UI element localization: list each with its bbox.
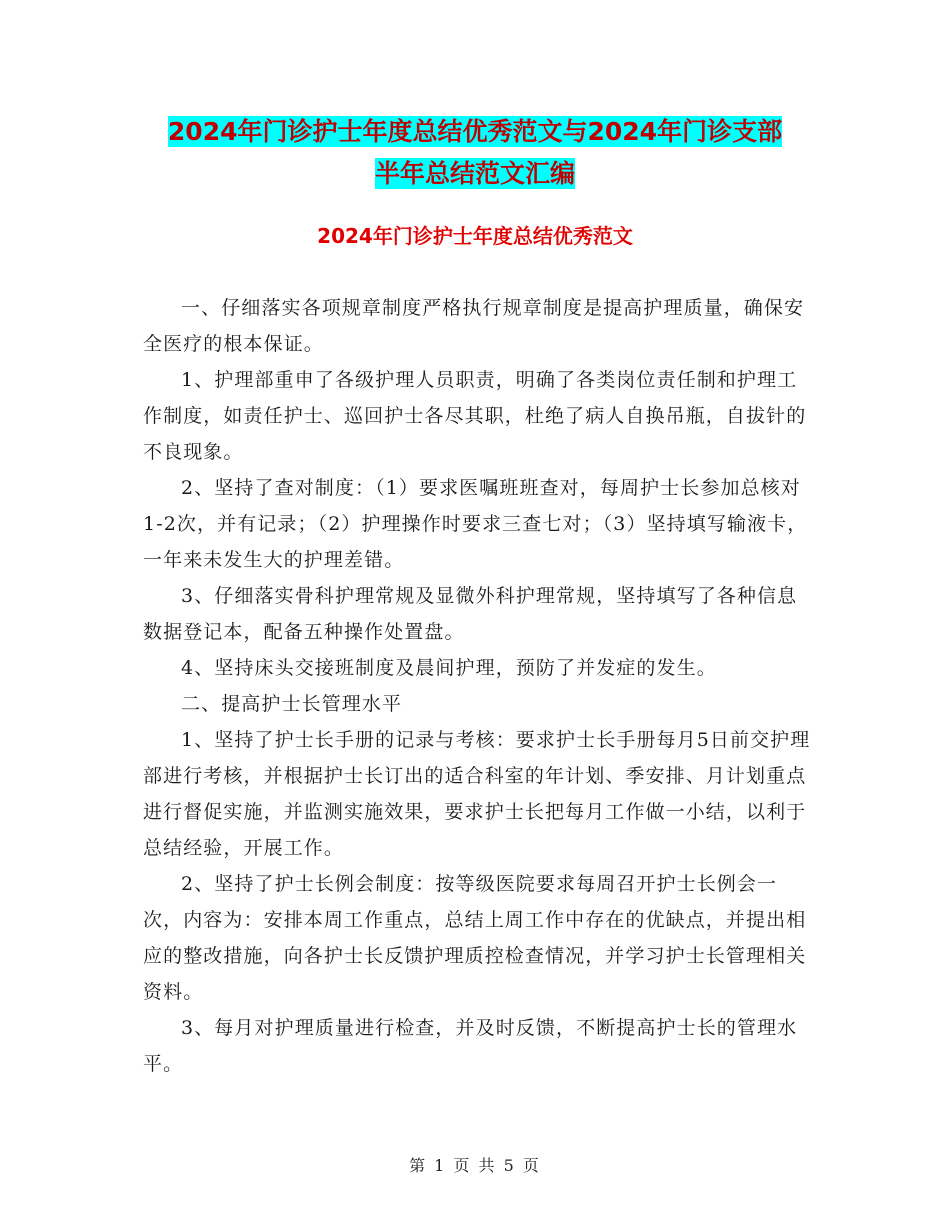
- paragraph: 4、坚持床头交接班制度及晨间护理，预防了并发症的发生。: [181, 657, 717, 679]
- paragraph: 2、坚持了查对制度：（1）要求医嘱班班查对，每周护士长参加总核对1-2次，并有记录；（2）护理操作时要求三查七对；（3）坚持填写输液卡，一年来未发生大的护理差错。: [143, 477, 808, 571]
- document-title: [140, 111, 810, 195]
- title-line-1: 2024年门诊护士年度总结优秀范文与2024年门诊支部: [167, 117, 783, 146]
- paragraph: 2、坚持了护士长例会制度：按等级医院要求每周召开护士长例会一次，内容为：安排本周工作重点，总结上周工作中存在的优缺点，并提出相应的整改措施，向各护士长反馈护理质控检查情况，并学习护士长管理相关资料。: [143, 873, 807, 1003]
- paragraph: 3、仔细落实骨科护理常规及显微外科护理常规，坚持填写了各种信息数据登记本，配备五种操作处置盘。: [143, 585, 798, 643]
- paragraph: 1、护理部重申了各级护理人员职责，明确了各类岗位责任制和护理工作制度，如责任护士、巡回护士各尽其职，杜绝了病人自换吊瓶，自拔针的不良现象。: [143, 369, 807, 463]
- section-title: 2024年门诊护士年度总结优秀范文: [317, 224, 633, 248]
- paragraph: 3、每月对护理质量进行检查，并及时反馈，不断提高护士长的管理水平。: [143, 1017, 798, 1075]
- document-body: [143, 290, 813, 1082]
- paragraph: 一、仔细落实各项规章制度严格执行规章制度是提高护理质量，确保安全医疗的根本保证。: [143, 297, 805, 355]
- title-line-2: 半年总结范文汇编: [374, 159, 575, 188]
- page-footer: 第 1 页 共 5 页: [409, 1156, 541, 1175]
- paragraph: 1、坚持了护士长手册的记录与考核：要求护士长手册每月5日前交护理部进行考核，并根据护士长订出的适合科室的年计划、季安排、月计划重点进行督促实施，并监测实施效果，要求护士长把每月工作做一小结，以利于总结经验，开展工作。: [143, 729, 811, 859]
- paragraph: 二、提高护士长管理水平: [181, 693, 403, 715]
